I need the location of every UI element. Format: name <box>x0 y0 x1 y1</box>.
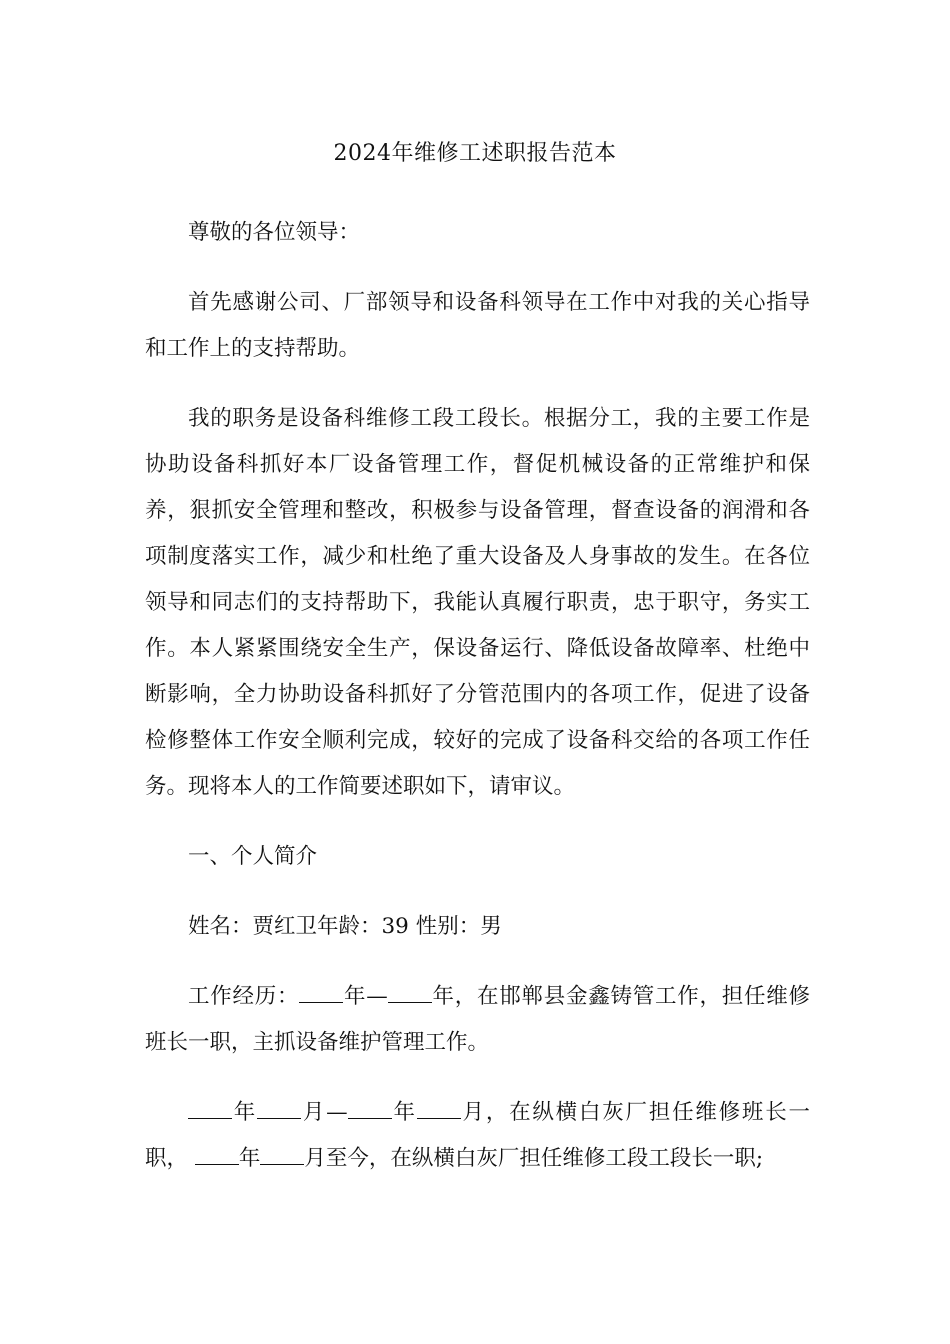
section-heading-personal: 一、个人简介 <box>188 844 318 869</box>
blank-field <box>388 981 432 1004</box>
paragraph-thanks: 首先感谢公司、厂部领导和设备科领导在工作中对我的关心指导和工作上的支持帮助。 <box>145 290 810 361</box>
work-history-2-text-b: 至今，在纵横白灰厂担任维修工段工段长一职; <box>325 1146 764 1171</box>
salutation: 尊敬的各位领导： <box>188 220 361 245</box>
document-title: 2024年维修工述职报告范本 <box>333 141 617 166</box>
blank-field <box>417 1097 461 1120</box>
paragraph-duties: 我的职务是设备科维修工段工段长。根据分工，我的主要工作是协助设备科抓好本厂设备管理工作，督促机械设备的正常维护和保养，狠抓安全管理和整改，积极参与设备管理，督查设备的润滑和各项制度落实工作，减少和杜绝了重大设备及人身事故的发生。在各位领导和同志们的支持帮助下，我能认真履行职责，忠于职守，务实工作。本人紧紧围绕安全生产，保设备运行、降低设备故障率、杜绝中断影响，全力协助设备科抓好了分管范围内的各项工作，促进了设备检修整体工作安全顺利完成，较好的完成了设备科交给的各项工作任务。现将本人的工作简要述职如下，请审议。 <box>145 406 810 799</box>
work-history-1: 工作经历： 年— 年，在邯郸县金鑫铸管工作，担任维修班长一职，主抓设备维护管理工作。 <box>145 974 810 1066</box>
work-history-label: 工作经历： <box>188 984 300 1009</box>
work-history-2: 年 月— 年 月，在纵横白灰厂担任维修班长一职， 年 月至今，在纵横白灰厂担任维修工段工段长一职; <box>145 1090 810 1182</box>
blank-field <box>299 981 343 1004</box>
blank-field <box>188 1097 232 1120</box>
blank-field <box>257 1097 301 1120</box>
blank-field <box>348 1097 392 1120</box>
blank-field <box>260 1143 304 1166</box>
work-history-1-text: ，在邯郸县金鑫铸管工作，担任维修班长一职，主抓设备维护管理工作。 <box>145 984 810 1055</box>
personal-info: 姓名：贾红卫年龄：39 性别：男 <box>188 914 502 939</box>
document-body <box>145 210 810 1206</box>
blank-field <box>195 1143 239 1166</box>
work-history-2-text-a: ，在纵横白灰厂担任维修班长一职， <box>145 1100 810 1171</box>
